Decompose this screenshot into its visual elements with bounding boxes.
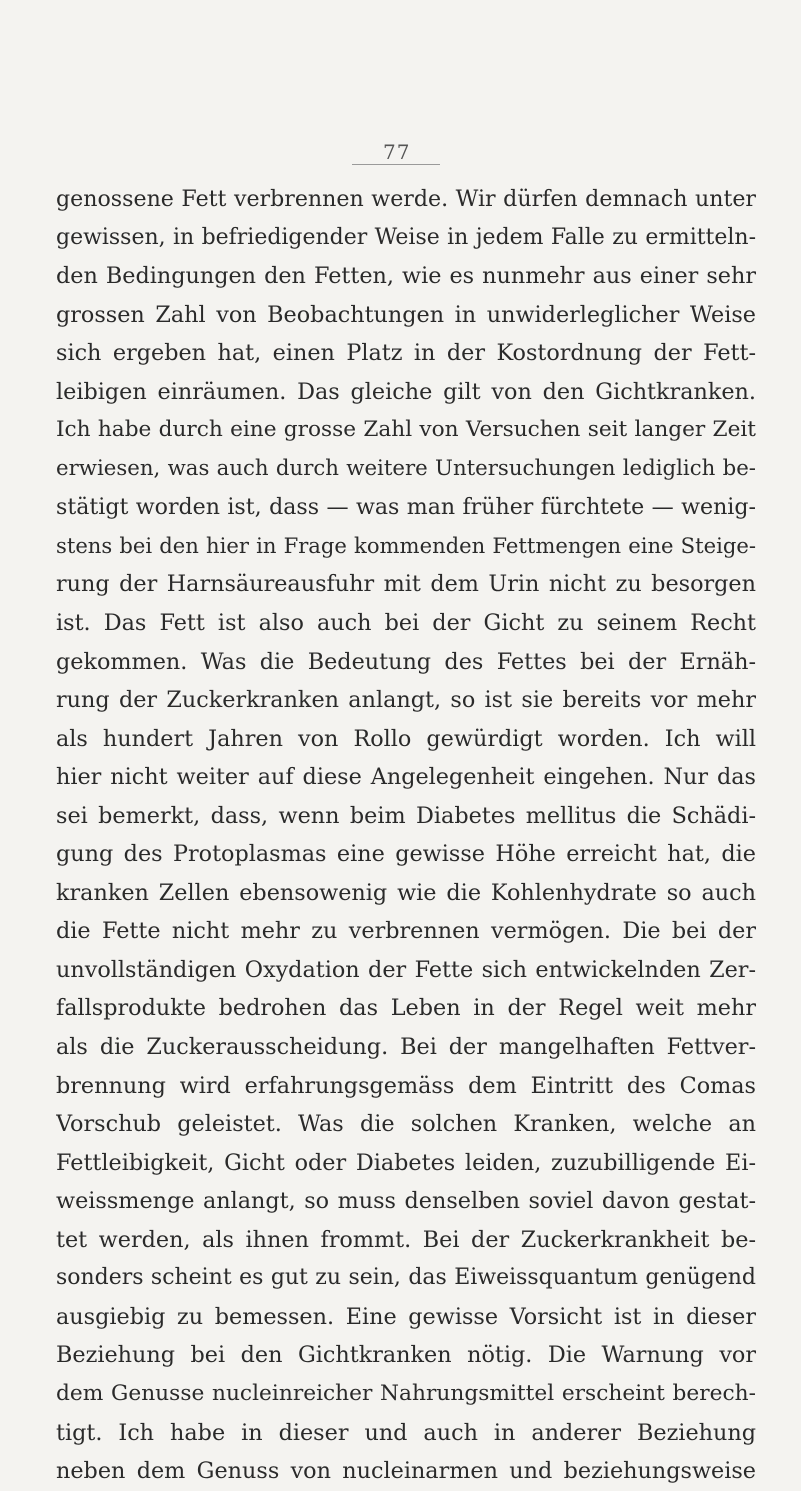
- text-line: tet werden, als ihnen frommt. Bei der Zuckerkrankheit be-: [56, 1226, 756, 1253]
- text-line: erwiesen, was auch durch weitere Untersuchungen lediglich be-: [56, 455, 756, 481]
- page-number: 77: [383, 140, 411, 164]
- text-line: ist. Das Fett ist also auch bei der Gicht zu seinem Recht: [56, 610, 756, 637]
- body-text: [56, 180, 756, 1491]
- text-line: hier nicht weiter auf diese Angelegenheit eingehen. Nur das: [56, 764, 756, 791]
- text-line: leibigen einräumen. Das gleiche gilt von den Gichtkranken.: [56, 378, 756, 405]
- text-line: Beziehung bei den Gichtkranken nötig. Die Warnung vor: [56, 1342, 756, 1369]
- text-line: Fettleibigkeit, Gicht oder Diabetes leiden, zuzubilligende Ei-: [56, 1149, 756, 1176]
- text-line: genossene Fett verbrennen werde. Wir dürfen demnach unter: [56, 186, 756, 212]
- text-line: kranken Zellen ebensowenig wie die Kohlenhydrate so auch: [56, 879, 756, 906]
- text-line: Vorschub geleistet. Was die solchen Kranken, welche an: [56, 1111, 756, 1138]
- text-line: sei bemerkt, dass, wenn beim Diabetes mellitus die Schädi-: [56, 802, 756, 829]
- text-line: gung des Protoplasmas eine gewisse Höhe erreicht hat, die: [56, 841, 756, 868]
- text-line: sich ergeben hat, einen Platz in der Kostordnung der Fett-: [56, 340, 756, 367]
- text-line: rung der Zuckerkranken anlangt, so ist sie bereits vor mehr: [56, 687, 756, 714]
- text-line: tigt. Ich habe in dieser und auch in anderer Beziehung: [56, 1419, 756, 1446]
- text-line: stens bei den hier in Frage kommenden Fettmengen eine Steige-: [56, 532, 756, 558]
- page-number-rule: [352, 164, 440, 165]
- text-line: dem Genusse nucleinreicher Nahrungsmittel erscheint berech-: [56, 1380, 756, 1406]
- text-line: Ich habe durch eine grosse Zahl von Versuchen seit langer Zeit: [56, 417, 756, 443]
- text-line: als hundert Jahren von Rollo gewürdigt worden. Ich will: [56, 725, 756, 752]
- text-line: stätigt worden ist, dass — was man früher fürchtete — wenig-: [56, 494, 756, 521]
- text-line: gekommen. Was die Bedeutung des Fettes bei der Ernäh-: [56, 648, 756, 675]
- text-line: weissmenge anlangt, so muss denselben soviel davon gestat-: [56, 1188, 756, 1215]
- text-line: den Bedingungen den Fetten, wie es nunmehr aus einer sehr: [56, 263, 756, 290]
- text-line: grossen Zahl von Beobachtungen in unwiderleglicher Weise: [56, 301, 756, 328]
- text-line: die Fette nicht mehr zu verbrennen vermögen. Die bei der: [56, 918, 756, 945]
- text-line: als die Zuckerausscheidung. Bei der mangelhaften Fettver-: [56, 1034, 756, 1061]
- text-line: unvollständigen Oxydation der Fette sich entwickelnden Zer-: [56, 956, 756, 983]
- text-line: ausgiebig zu bemessen. Eine gewisse Vorsicht ist in dieser: [56, 1303, 756, 1330]
- text-line: neben dem Genuss von nucleinarmen und beziehungsweise: [56, 1458, 756, 1485]
- text-line: sonders scheint es gut zu sein, das Eiweissquantum genügend: [56, 1265, 756, 1291]
- text-line: rung der Harnsäureausfuhr mit dem Urin nicht zu besorgen: [56, 571, 756, 598]
- text-line: fallsprodukte bedrohen das Leben in der Regel weit mehr: [56, 995, 756, 1022]
- text-line: gewissen, in befriedigender Weise in jedem Falle zu ermitteln-: [56, 224, 756, 250]
- text-line: brennung wird erfahrungsgemäss dem Eintritt des Comas: [56, 1072, 756, 1099]
